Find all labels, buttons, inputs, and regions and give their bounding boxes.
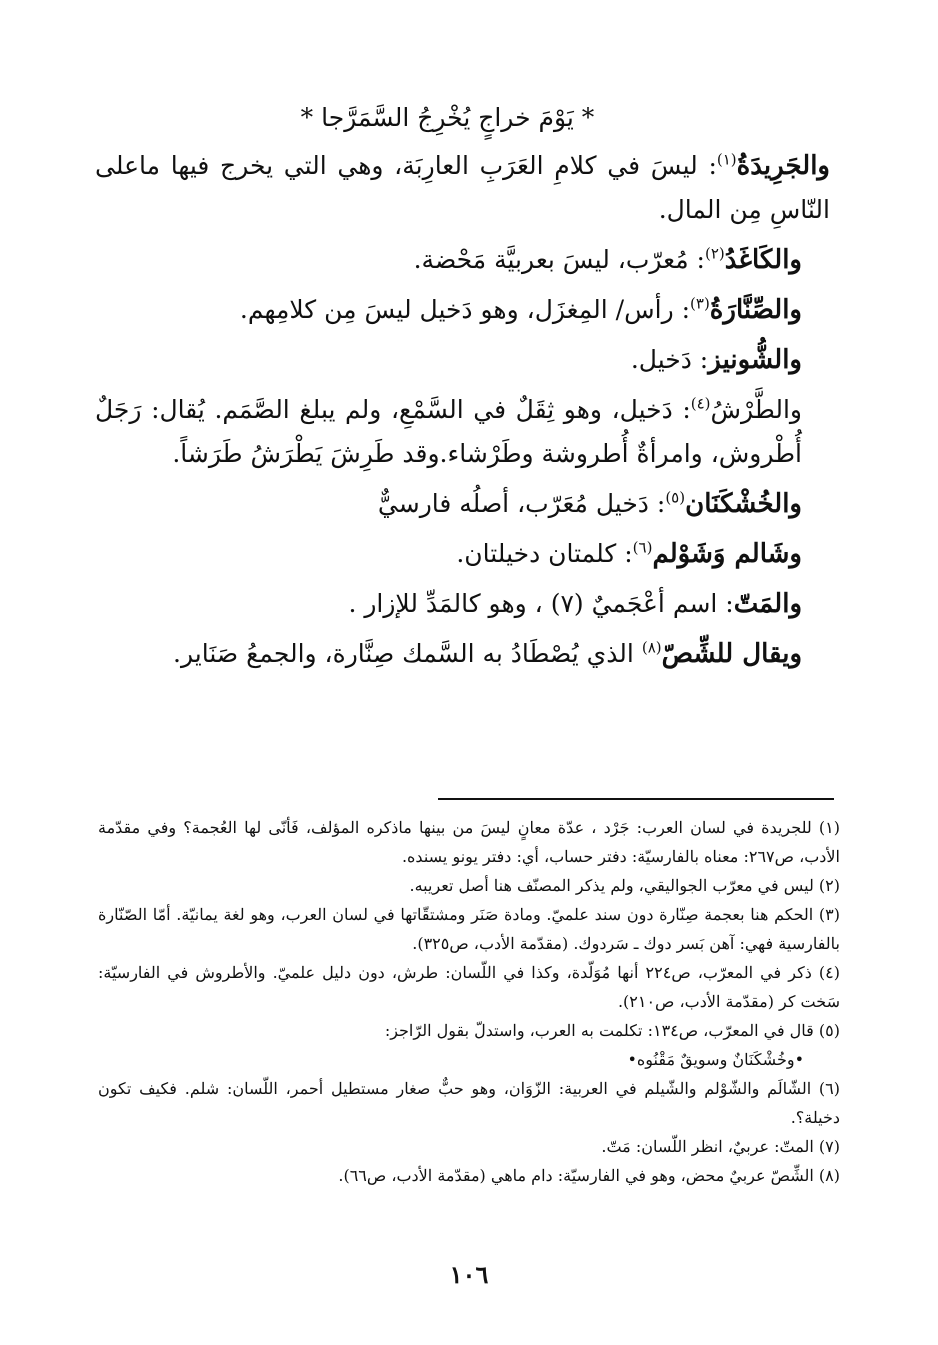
footnote-4: (٤) ذكر في المعرّب، ص٢٢٤ أنها مُوَلّدة، وكذا في اللّسان: طرش، دون دليل علميّ. والأطروش في الفارسيّة: سَخت كر (مقدّمة الأدب، ص٢١٠). — [98, 963, 840, 1011]
headword: والكَاغَدُ — [724, 245, 802, 275]
entry-shiss — [95, 632, 830, 676]
footnote-7: (٧) المتّ: عربيٌ، انظر اللّسان: مَتّ. — [601, 1137, 840, 1156]
footnote-ref[interactable]: (٦) — [632, 538, 653, 557]
footnote-divider — [438, 798, 834, 800]
footnote-5: (٥) قال في المعرّب، ص١٣٤: تكلمت به العرب، واستدلّ بقول الرّاجز: — [384, 1021, 840, 1040]
entry-matt — [95, 582, 830, 626]
footnote-ref[interactable]: (١) — [716, 150, 737, 169]
verse-line: * يَوْمَ خراجٍ يُخْرِجُ السَّمَرَّجا * — [300, 103, 595, 132]
entry-text: : ليسَ في كلامِ العَرَبِ العارِبَة، وهي التي يخرج فيها ماعلى النّاسِ مِن المال. — [95, 151, 830, 224]
footnote-1: (١) للجريدة في لسان العرب: جَرْد ، عدّة معانٍ ليسَ من بينها ماذكره المؤلف، فَأنّى لها العُجمة؟ وفي مقدّمة الأدب، ص٢٦٧: معناه بالفارسيّة: دفتر حساب، أي: دفتر يونو يسنده. — [98, 818, 840, 866]
entry-text: : كلمتان دخيلتان. — [456, 539, 633, 568]
footnote-ref[interactable]: (٤) — [690, 394, 711, 413]
entry-shalam — [95, 532, 830, 576]
footnote-ref[interactable]: (٢) — [704, 244, 725, 263]
entry-text: الذي يُصْطَادُ به السَّمك صِنَّارة، والجمعُ صَنَاير. — [173, 639, 642, 668]
footnote-5-verse: •وخُشْكَنَانٌ وسويقٌ مَقْنُوه• — [627, 1050, 804, 1069]
headword: والشُّونيز — [708, 345, 802, 375]
footnote-2: (٢) ليس في معرّب الجواليقي، ولم يذكر المصنّف هنا أصل تعريبه. — [409, 876, 840, 895]
headword: والجَرِيدَةُ — [736, 151, 830, 181]
entry-sinnara — [95, 288, 830, 332]
footnote-6: (٦) الشّالَم والشّوْلم والشّيلم في العربية: الزّوَان، وهو حبٌّ صغار مستطيل أحمر، اللّسان: شلم. فكيف تكون دخيلة؟. — [98, 1079, 840, 1127]
entry-jarida — [95, 144, 830, 232]
entry-khushkanan — [95, 482, 830, 526]
footnote-ref[interactable]: (٨) — [641, 638, 662, 657]
footnote-ref[interactable]: (٣) — [690, 294, 710, 313]
footnotes — [98, 813, 840, 1190]
entry-text: : رأس/ المِغزَل، وهو دَخيل ليسَ مِن كلامِهم. — [239, 295, 691, 324]
main-text — [95, 98, 830, 676]
page-number: ١٠٦ — [449, 1260, 489, 1289]
entry-kaghad — [95, 238, 830, 282]
entry-text: : دَخيل مُعَرّب، أصلُه فارسيٌّ — [377, 489, 666, 518]
entry-shuniz — [95, 338, 830, 382]
headword: ويقال للشِّصّ — [661, 639, 802, 669]
headword: والمَتّ — [733, 589, 802, 619]
footnote-8: (٨) الشِّصّ عربيٌ محض، وهو في الفارسيّة: دام ماهي (مقدّمة الأدب، ص٦٦). — [338, 1166, 840, 1185]
footnote-3: (٣) الحكم هنا بعجمة صِنّارة دون سند علميّ. ومادة صَنَر ومشتقّاتها في لسان العرب، وهو لغة يمانيّة. أمّا الصّنّارة بالفارسية فهي: آهن بَسر دوك ـ سَردوك. (مقدّمة الأدب، ص٣٢٥). — [98, 905, 841, 953]
headword: والخُشْكَنَان — [685, 489, 802, 519]
footnote-ref[interactable]: (٥) — [665, 488, 686, 507]
headword: والصِّنَّارَةُ — [709, 295, 802, 325]
headword: وشَالم وَشَوْلم — [652, 539, 802, 569]
entry-text: : دَخيل، وهو ثِقَلٌ في السَّمْعِ، ولم يبلغ الصَّمَم. يُقال: رَجَلٌ أُطْروش، وامرأةٌ أُطروشة وطَرْشاء.وقد طَرِشَ يَطْرَشُ طَرَشاً. — [95, 395, 802, 468]
entry-text: : مُعرّب، ليسَ بعربيَّة مَحْضة. — [413, 245, 705, 274]
entry-tarsh — [95, 388, 830, 476]
entry-text: : اسم أعْجَميٌ (٧) ، وهو كالمَدِّ للإزار . — [348, 589, 734, 618]
entry-text: : دَخيل. — [630, 345, 709, 374]
headword: والطَّرْشُ — [710, 395, 802, 424]
